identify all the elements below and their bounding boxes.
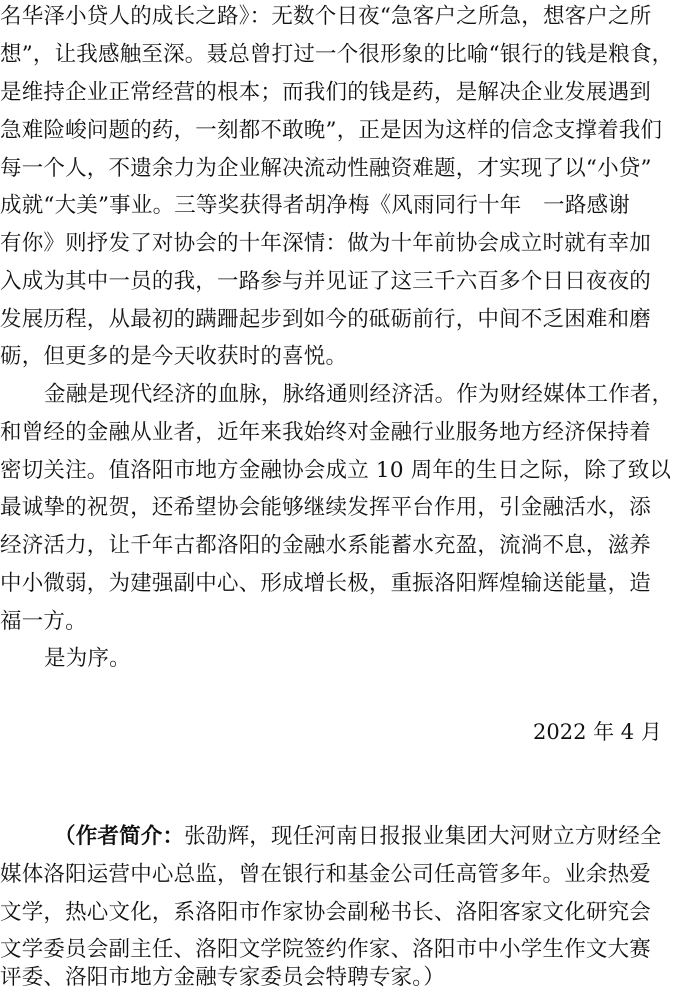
paragraph-line: 每一个人，不遗余力为企业解决流动性融资难题，才实现了以“小贷” — [0, 156, 652, 181]
date-line: 2022 年 4 月 — [533, 720, 662, 744]
paragraph-line: 金融是现代经济的血脉，脉络通则经济活。作为财经媒体工作者， — [44, 382, 674, 407]
paragraph-line: 最诚挚的祝贺，还希望协会能够继续发挥平台作用，引金融活水，添 — [0, 495, 652, 520]
author-bio-line: 媒体洛阳运营中心总监，曾在银行和基金公司任高管多年。业余热爱 — [0, 862, 652, 887]
author-bio-line: 文学委员会副主任、洛阳文学院签约作家、洛阳市中小学生作文大赛 — [0, 937, 652, 962]
paragraph-line: 成就“大美”事业。三等奖获得者胡净梅《风雨同行十年 一路感谢 — [0, 193, 630, 218]
paragraph-line: 中小微弱，为建强副中心、形成增长极，重振洛阳辉煌输送能量，造 — [0, 571, 652, 596]
closing-line: 是为序。 — [44, 646, 131, 671]
author-bio-text: 张劭辉，现任河南日报报业集团大河财立方财经全 — [184, 824, 662, 849]
author-bio-label: （作者简介： — [54, 824, 185, 849]
paragraph-line: 砺，但更多的是今天收获时的喜悦。 — [0, 344, 348, 369]
paragraph-line: 想”，让我感触至深。聂总曾打过一个很形象的比喻“银行的钱是粮食， — [0, 42, 674, 67]
paragraph-line: 福一方。 — [0, 609, 87, 634]
paragraph-line: 入成为其中一员的我，一路参与并见证了这三千六百多个日日夜夜的 — [0, 269, 652, 294]
paragraph-line: 和曾经的金融从业者，近年来我始终对金融行业服务地方经济保持着 — [0, 420, 652, 445]
paragraph-line: 是维持企业正常经营的根本；而我们的钱是药，是解决企业发展遇到 — [0, 80, 652, 105]
author-bio-first-line — [54, 822, 700, 852]
paragraph-line: 密切关注。值洛阳市地方金融协会成立 10 周年的生日之际，除了致以 — [0, 458, 672, 483]
paragraph-line: 有你》则抒发了对协会的十年深情：做为十年前协会成立时就有幸加 — [0, 231, 652, 256]
paragraph-line: 发展历程，从最初的蹒跚起步到如今的砥砺前行，中间不乏困难和磨 — [0, 307, 652, 332]
paragraph-line: 名华泽小贷人的成长之路》：无数个日夜“急客户之所急，想客户之所 — [0, 4, 652, 29]
author-bio-line: 文学，热心文化，系洛阳市作家协会副秘书长、洛阳客家文化研究会 — [0, 900, 652, 925]
paragraph-line: 经济活力，让千年古都洛阳的金融水系能蓄水充盈，流淌不息，滋养 — [0, 533, 652, 558]
paragraph-line: 急难险峻问题的药，一刻都不敢晚”，正是因为这样的信念支撑着我们 — [0, 118, 663, 143]
author-bio-line: 评委、洛阳市地方金融专家委员会特聘专家。） — [0, 965, 445, 990]
